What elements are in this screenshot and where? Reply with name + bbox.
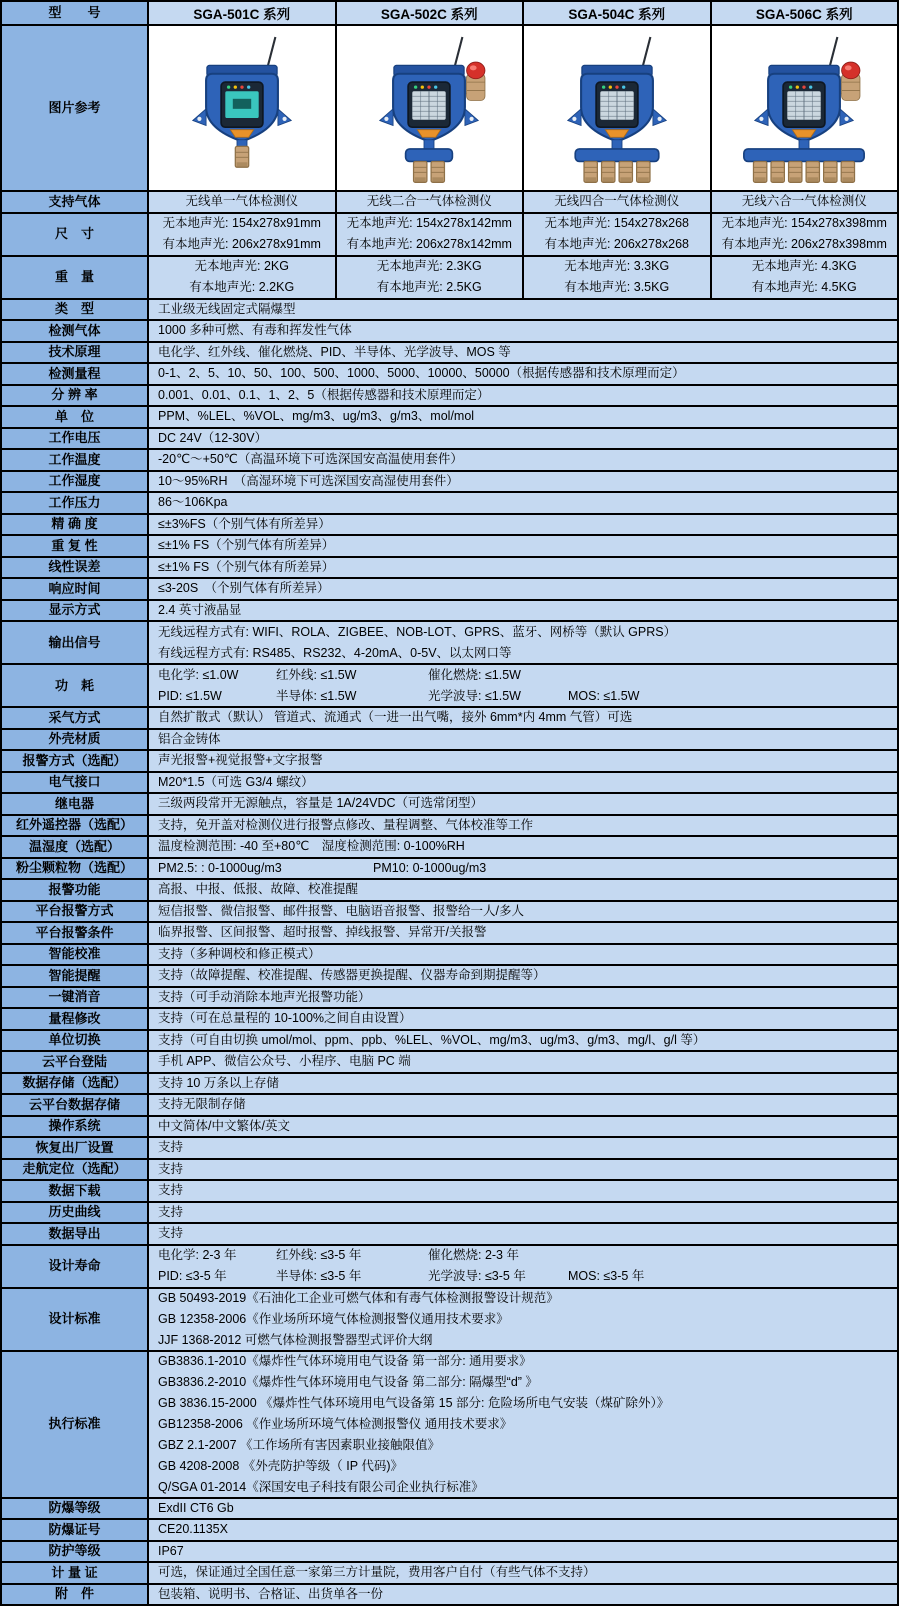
spec-value-cell [149,429,897,449]
spec-value-cell [149,1095,897,1115]
spec-row [2,771,897,793]
spec-value-cell [149,622,897,663]
spec-value-line: JJF 1368-2012 可燃气体检测报警器型式评价大纲 [158,1332,433,1347]
spec-row-label: 电气接口 [2,773,149,793]
spec-value-cell [149,515,897,535]
spec-row [2,534,897,556]
spec-value-line: 支持 [158,1204,184,1219]
spec-row [2,921,897,943]
spec-value-line: 高报、中报、低报、故障、校准提醒 [158,882,359,897]
spec-row-label: 附 件 [2,1585,149,1605]
spec-value-line: 支持 10 万条以上存储 [158,1075,279,1090]
spec-value-line: 支持（可手动消除本地声光报警功能） [158,989,371,1004]
spec-value-line: 无本地声光: 4.3KG [751,259,857,273]
spec-value-cell [149,1052,897,1072]
compare-cell [524,257,712,298]
spec-value-cell [149,966,897,986]
spec-value-line [158,858,897,879]
spec-value-cell [149,407,897,427]
compare-cell [337,192,525,212]
compare-cell [712,214,898,255]
spec-value-line: 手机 APP、微信公众号、小程序、电脑 PC 端 [158,1054,411,1069]
spec-value-line: -20℃～+50℃（高温环境下可选深国安高温使用套件） [158,452,463,467]
model-name-sga-506c: SGA-506C 系列 [712,2,898,24]
spec-row-label: 温湿度（选配） [2,837,149,857]
compare-row [2,212,897,255]
spec-row [2,1540,897,1562]
spec-row [2,1222,897,1244]
spec-value-cell [149,1499,897,1519]
spec-value-line: 0-1、2、5、10、50、100、500、1000、5000、10000、50000（根据传感器和技术原理而定） [158,366,685,381]
spec-row [2,470,897,492]
spec-row-label: 防护等级 [2,1542,149,1562]
spec-value-line: 支持，免开盖对检测仪进行报警点修改、量程调整、气体校准等工作 [158,817,534,832]
spec-row [2,728,897,750]
spec-value-line: 支持无限制存储 [158,1097,246,1112]
model-header-row [2,2,897,24]
spec-value-line: 短信报警、微信报警、邮件报警、电脑语音报警、报警给一人/多人 [158,903,524,918]
spec-value-segment: 红外线: ≤1.5W [276,667,357,682]
spec-value-line: 有本地声光: 2.5KG [376,280,482,294]
spec-row [2,1072,897,1094]
spec-value-line: ≤±3%FS（个别气体有所差异） [158,516,331,531]
spec-value-cell [149,579,897,599]
spec-row-label: 红外遥控器（选配） [2,816,149,836]
spec-value-line [158,665,897,686]
spec-value-line: GB3836.1-2010《爆炸性气体环境用电气设备 第一部分: 通用要求》 [158,1353,532,1368]
spec-value-line: 无线二合一气体检测仪 [366,194,492,209]
model-name-sga-502c: SGA-502C 系列 [337,2,525,24]
spec-row-label: 工作压力 [2,493,149,513]
spec-value-line: 无本地声光: 154x278x268 [544,216,689,230]
spec-value-cell [149,902,897,922]
spec-row [2,1201,897,1223]
spec-row [2,1093,897,1115]
spec-row-label: 显示方式 [2,601,149,621]
spec-value-cell [149,1585,897,1605]
spec-row [2,749,897,771]
spec-value-line: 支持 [158,1161,184,1176]
device-image-sga-506c [712,26,898,190]
row-label-model: 型 号 [2,2,149,24]
spec-row-label: 设计寿命 [2,1246,149,1287]
spec-value-line [158,1266,897,1287]
spec-value-cell [149,1289,897,1350]
spec-value-line: M20*1.5（可选 G3/4 螺纹） [158,774,314,789]
spec-row-label: 外壳材质 [2,730,149,750]
spec-value-line: 2.4 英寸液晶显 [158,602,242,617]
spec-row [2,1029,897,1051]
spec-value-cell [149,816,897,836]
spec-row [2,792,897,814]
spec-row-label: 采气方式 [2,708,149,728]
spec-row-label: 线性误差 [2,558,149,578]
spec-row-label: 单位切换 [2,1031,149,1051]
spec-value-line: 有本地声光: 2.2KG [189,280,295,294]
spec-value-line: IP67 [158,1543,184,1558]
spec-value-line: ExdII CT6 Gb [158,1500,234,1515]
spec-row-label: 功 耗 [2,665,149,706]
compare-cell [337,257,525,298]
compare-cell [524,192,712,212]
spec-value-line: 铝合金铸体 [158,731,221,746]
spec-row-label: 平台报警条件 [2,923,149,943]
compare-cell [712,257,898,298]
spec-value-cell [149,601,897,621]
spec-value-line: GBZ 2.1-2007 《工作场所有害因素职业接触限值》 [158,1437,440,1452]
spec-value-line: 声光报警+视觉报警+文字报警 [158,753,323,768]
spec-value-segment: MOS: ≤3-5 年 [568,1269,645,1283]
spec-row [2,1158,897,1180]
spec-row-label: 防爆证号 [2,1520,149,1540]
compare-cell [149,257,337,298]
spec-value-line: 支持（可自由切换 umol/mol、ppm、ppb、%LEL、%VOL、mg/m3、ug/m3、g/m3、mg/l、g/l 等） [158,1032,706,1047]
spec-value-line: Q/SGA 01-2014《深国安电子科技有限公司企业执行标准》 [158,1479,484,1494]
spec-value-line: GB 4208-2008 《外壳防护等级（ IP 代码)》 [158,1458,403,1473]
spec-row-label: 防爆等级 [2,1499,149,1519]
spec-row-label: 执行标准 [2,1352,149,1497]
spec-row-label: 报警方式（选配） [2,751,149,771]
spec-value-cell [149,472,897,492]
spec-row-label: 走航定位（选配） [2,1160,149,1180]
spec-value-line: 支持 [158,1226,184,1241]
spec-row-label: 重 复 性 [2,536,149,556]
spec-value-line: PPM、%LEL、%VOL、mg/m3、ug/m3、g/m3、mol/mol [158,409,475,424]
spec-row-label: 技术原理 [2,343,149,363]
spec-value-line: 包装箱、说明书、合格证、出货单各一份 [158,1586,384,1601]
spec-row [2,298,897,320]
spec-value-cell [149,321,897,341]
spec-row [2,814,897,836]
spec-row [2,1007,897,1029]
spec-row [2,577,897,599]
spec-value-line: 无本地声光: 2.3KG [376,259,482,273]
spec-value-line: 0.001、0.01、0.1、1、2、5（根据传感器和技术原理而定） [158,387,490,402]
spec-row-label: 历史曲线 [2,1203,149,1223]
spec-row-label: 量程修改 [2,1009,149,1029]
spec-row [2,1287,897,1350]
spec-row [2,448,897,470]
spec-row-label: 输出信号 [2,622,149,663]
spec-row-label: 分 辨 率 [2,386,149,406]
spec-row-label: 智能提醒 [2,966,149,986]
spec-value-cell [149,1031,897,1051]
spec-row [2,1518,897,1540]
spec-value-cell [149,708,897,728]
spec-value-line: 有本地声光: 3.5KG [564,280,670,294]
model-name-sga-501c: SGA-501C 系列 [149,2,337,24]
spec-row [2,964,897,986]
spec-row [2,491,897,513]
spec-value-cell [149,880,897,900]
spec-value-cell [149,558,897,578]
spec-value-line: ≤±1% FS（个别气体有所差异） [158,538,335,553]
spec-row-label: 一键消音 [2,988,149,1008]
spec-value-segment: 催化燃烧: ≤1.5W [428,667,521,682]
compare-cell [712,192,898,212]
spec-row-label: 粉尘颗粒物（选配） [2,859,149,879]
spec-row [2,341,897,363]
device-image-sga-501c [149,26,337,190]
device-image-sga-502c [337,26,525,190]
spec-row [2,620,897,663]
spec-row [2,663,897,706]
spec-value-line: DC 24V（12-30V） [158,430,268,445]
spec-row-label: 计 量 证 [2,1563,149,1583]
spec-row-label: 类 型 [2,300,149,320]
spec-row [2,405,897,427]
spec-row-label: 云平台数据存储 [2,1095,149,1115]
spec-value-line: 无本地声光: 154x278x398mm [721,216,887,230]
spec-row [2,384,897,406]
spec-value-line: 可选，保证通过全国任意一家第三方计量院，费用客户自付（有些气体不支持） [158,1565,596,1580]
spec-value-cell [149,837,897,857]
spec-value-line: 临界报警、区间报警、超时报警、掉线报警、异常开/关报警 [158,925,487,940]
spec-value-line: 无线六合一气体检测仪 [741,194,867,209]
spec-row [2,319,897,341]
spec-value-cell [149,1520,897,1540]
spec-value-segment: 光学波导: ≤3-5 年 [428,1269,526,1283]
spec-value-line: 1000 多种可燃、有毒和挥发性气体 [158,323,352,338]
spec-value-line: 无本地声光: 3.3KG [564,259,670,273]
spec-value-line: 10～95%RH （高湿环境下可选深国安高湿使用套件） [158,473,459,488]
row-label-images: 图片参考 [2,26,149,190]
spec-value-line: 三级两段常开无源触点，容量是 1A/24VDC（可选常闭型） [158,796,484,811]
spec-value-cell [149,1246,897,1287]
spec-value-cell [149,364,897,384]
spec-value-line: 有本地声光: 206x278x268 [544,237,689,251]
spec-value-line: GB12358-2006 《作业场所环境气体检测报警仪 通用技术要求》 [158,1416,513,1431]
spec-row-label: 工作温度 [2,450,149,470]
spec-value-line: 有本地声光: 206x278x91mm [162,237,321,251]
spec-value-segment: 光学波导: ≤1.5W [428,688,521,703]
spec-value-line: 无本地声光: 2KG [194,259,289,273]
spec-row [2,427,897,449]
spec-row-label: 智能校准 [2,945,149,965]
spec-row-label: 数据下载 [2,1181,149,1201]
spec-row [2,1583,897,1605]
spec-row-label: 检测气体 [2,321,149,341]
spec-value-segment: PM2.5: : 0-1000ug/m3 [158,860,282,875]
spec-value-cell [149,773,897,793]
spec-value-segment: 红外线: ≤3-5 年 [276,1248,362,1262]
spec-row-label: 支持气体 [2,192,149,212]
spec-value-line: 有本地声光: 206x278x398mm [721,237,887,251]
spec-row-label: 数据存储（选配） [2,1074,149,1094]
spec-value-line: GB 50493-2019《石油化工企业可燃气体和有毒气体检测报警设计规范》 [158,1290,559,1305]
spec-value-segment: 电化学: ≤1.0W [158,667,239,682]
spec-value-line: 有本地声光: 206x278x142mm [346,237,512,251]
spec-row [2,900,897,922]
spec-value-cell [149,1160,897,1180]
spec-value-line: 无线四合一气体检测仪 [554,194,680,209]
spec-value-line: 无本地声光: 154x278x142mm [346,216,512,230]
spec-value-cell [149,859,897,879]
spec-value-cell [149,1352,897,1497]
spec-value-line [158,686,897,707]
spec-row [2,1350,897,1497]
spec-value-line: 电化学、红外线、催化燃烧、PID、半导体、光学波导、MOS 等 [158,344,511,359]
spec-row-label: 设计标准 [2,1289,149,1350]
spec-value-cell [149,751,897,771]
compare-row [2,190,897,212]
device-image-sga-504c [524,26,712,190]
spec-value-cell [149,1203,897,1223]
spec-row [2,1497,897,1519]
spec-row [2,878,897,900]
spec-value-cell [149,665,897,706]
spec-value-cell [149,988,897,1008]
spec-value-line: ≤3-20S （个别气体有所差异） [158,581,330,596]
spec-value-line: 有线远程方式有: RS485、RS232、4-20mA、0-5V、以太网口等 [158,645,512,660]
spec-row-label: 平台报警方式 [2,902,149,922]
spec-value-line: GB 3836.15-2000 《爆炸性气体环境用电气设备第 15 部分: 危险场所电气安装（煤矿除外）》 [158,1395,670,1410]
spec-value-cell [149,343,897,363]
spec-value-cell [149,386,897,406]
spec-row [2,857,897,879]
spec-value-line: 支持 [158,1140,184,1155]
spec-value-cell [149,300,897,320]
spec-value-line: 无线单一气体检测仪 [185,194,298,209]
spec-row [2,706,897,728]
spec-value-line: 自然扩散式（默认） 管道式、流通式（一进一出气嘴，接外 6mm*内 4mm 气管）可选 [158,710,633,725]
spec-row-label: 操作系统 [2,1117,149,1137]
spec-value-cell [149,536,897,556]
spec-value-cell [149,1563,897,1583]
spec-value-line: 支持（可在总量程的 10-100%之间自由设置） [158,1011,412,1026]
spec-row-label: 继电器 [2,794,149,814]
spec-value-cell [149,923,897,943]
spec-value-line: 支持 [158,1183,184,1198]
spec-row [2,835,897,857]
spec-row-label: 工作湿度 [2,472,149,492]
spec-row-label: 恢复出厂设置 [2,1138,149,1158]
spec-value-cell [149,730,897,750]
spec-row-label: 重 量 [2,257,149,298]
spec-value-segment: PID: ≤1.5W [158,688,222,703]
spec-row-label: 云平台登陆 [2,1052,149,1072]
spec-value-segment: PID: ≤3-5 年 [158,1269,227,1283]
spec-value-cell [149,493,897,513]
spec-value-cell [149,1181,897,1201]
spec-row [2,986,897,1008]
spec-value-line: GB 12358-2006《作业场所环境气体检测报警仪通用技术要求》 [158,1311,509,1326]
spec-row [2,1561,897,1583]
compare-row [2,255,897,298]
spec-value-segment: 电化学: 2-3 年 [158,1248,237,1262]
spec-row [2,943,897,965]
spec-row [2,1244,897,1287]
spec-value-cell [149,1138,897,1158]
spec-row [2,1179,897,1201]
model-name-sga-504c: SGA-504C 系列 [524,2,712,24]
spec-value-line: 有本地声光: 4.5KG [751,280,857,294]
spec-value-line: 86～106Kpa [158,495,228,510]
spec-value-cell [149,1117,897,1137]
compare-cell [149,192,337,212]
spec-row-label: 单 位 [2,407,149,427]
spec-row-label: 工作电压 [2,429,149,449]
spec-value-segment: 半导体: ≤3-5 年 [276,1269,362,1283]
spec-value-line: GB3836.2-2010《爆炸性气体环境用电气设备 第二部分: 隔爆型“d” 》 [158,1374,538,1389]
compare-cell [149,214,337,255]
spec-value-cell [149,1224,897,1244]
spec-value-cell [149,1009,897,1029]
compare-cell [337,214,525,255]
spec-rows-container [2,190,897,1604]
spec-value-cell [149,945,897,965]
compare-cell [524,214,712,255]
spec-value-line: 无线远程方式有: WIFI、ROLA、ZIGBEE、NOB-LOT、GPRS、蓝牙、网桥等（默认 GPRS） [158,624,677,639]
spec-row-label: 检测量程 [2,364,149,384]
spec-value-line: ≤±1% FS（个别气体有所差异） [158,559,335,574]
spec-value-line [158,1245,897,1266]
spec-row-label: 报警功能 [2,880,149,900]
image-reference-row [2,24,897,190]
spec-value-line: 支持（多种调校和修正模式） [158,946,321,961]
spec-value-segment: MOS: ≤1.5W [568,688,640,703]
spec-value-line: 温度检测范围: -40 至+80℃ 湿度检测范围: 0-100%RH [158,839,465,854]
spec-row [2,556,897,578]
spec-row [2,362,897,384]
spec-value-cell [149,1542,897,1562]
spec-value-cell [149,794,897,814]
spec-value-segment: 催化燃烧: 2-3 年 [428,1248,519,1262]
spec-value-cell [149,1074,897,1094]
spec-row [2,1050,897,1072]
spec-value-line: 中文简体/中文繁体/英文 [158,1118,290,1133]
spec-value-segment: PM10: 0-1000ug/m3 [373,860,487,875]
spec-row [2,1136,897,1158]
spec-value-line: CE20.1135X [158,1522,228,1537]
spec-row-label: 数据导出 [2,1224,149,1244]
spec-value-line: 工业级无线固定式隔爆型 [158,301,296,316]
spec-row [2,599,897,621]
spec-value-cell [149,450,897,470]
spec-value-line: 无本地声光: 154x278x91mm [162,216,321,230]
spec-row [2,1115,897,1137]
spec-row-label: 响应时间 [2,579,149,599]
spec-row-label: 尺 寸 [2,214,149,255]
spec-row [2,513,897,535]
spec-value-segment: 半导体: ≤1.5W [276,688,357,703]
spec-row-label: 精 确 度 [2,515,149,535]
spec-value-line: 支持（故障提醒、校准提醒、传感器更换提醒、仪器寿命到期提醒等） [158,968,546,983]
